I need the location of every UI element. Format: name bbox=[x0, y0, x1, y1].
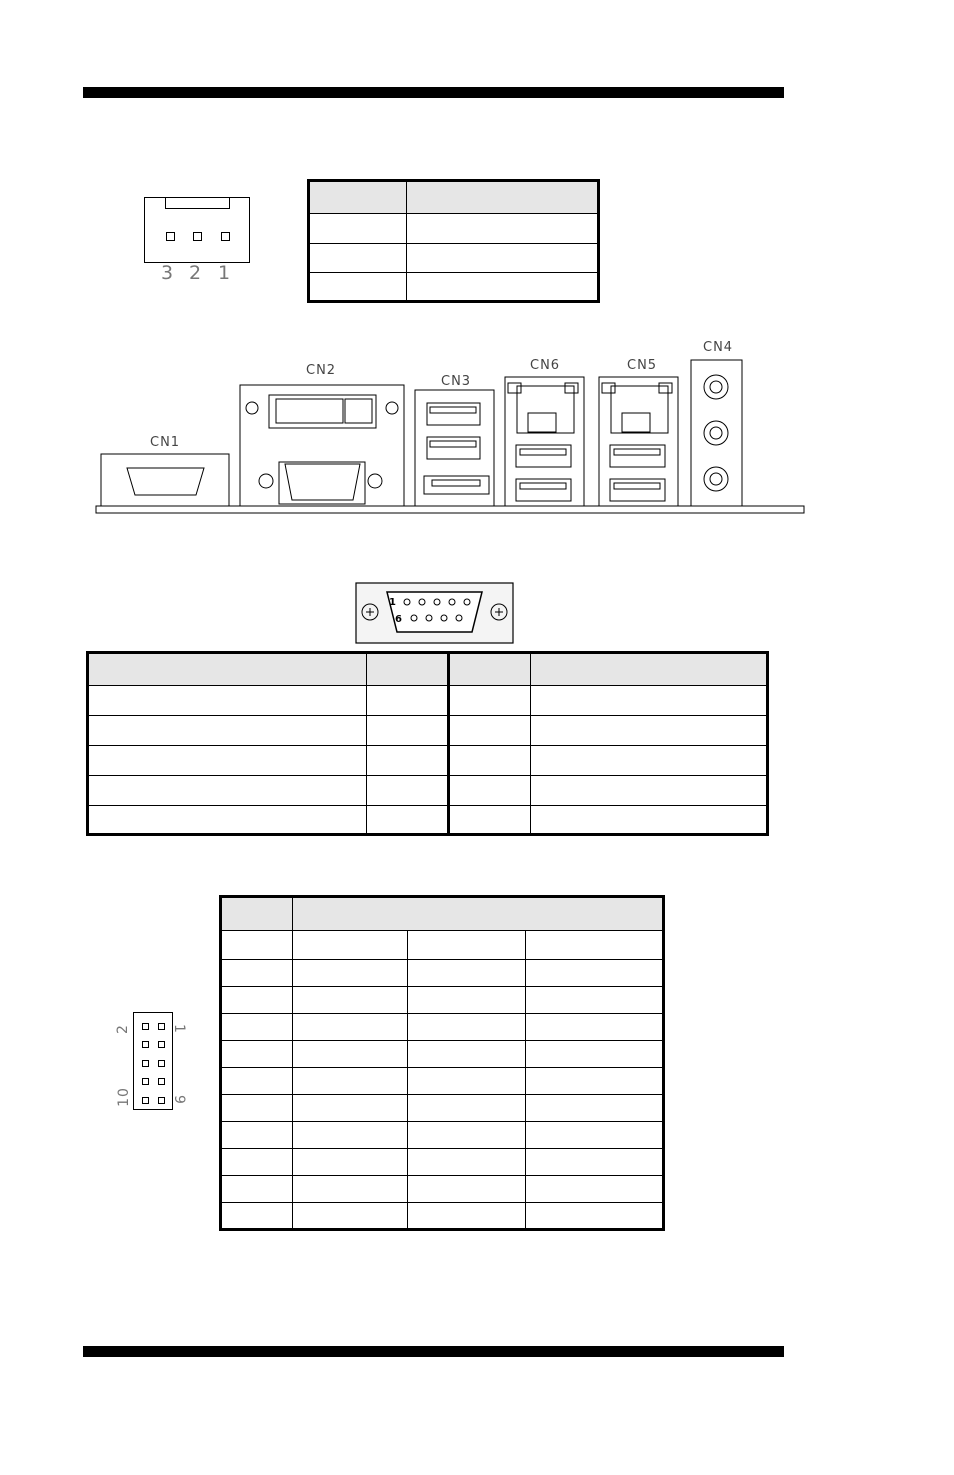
pin-label-1: 1 bbox=[218, 262, 231, 284]
usb-port bbox=[427, 403, 480, 425]
table-row bbox=[88, 776, 768, 806]
table-header-cell bbox=[531, 653, 768, 686]
table-row bbox=[88, 806, 768, 835]
table-row bbox=[221, 1149, 664, 1176]
connector-label: CN6 bbox=[530, 358, 561, 373]
table-header-cell bbox=[221, 897, 293, 931]
pin-label-2: 2 bbox=[189, 262, 202, 284]
cn1-dsub bbox=[127, 468, 204, 495]
pin-2 bbox=[193, 232, 202, 241]
connector-label: CN2 bbox=[306, 363, 337, 378]
table-row bbox=[221, 931, 664, 960]
connector-label: CN1 bbox=[150, 435, 181, 450]
usb-port bbox=[610, 479, 665, 501]
table-row bbox=[221, 1041, 664, 1068]
serial-pin-table bbox=[86, 651, 769, 836]
connector-label: CN3 bbox=[441, 374, 472, 389]
header-10pin-diagram bbox=[133, 1012, 173, 1110]
vga-port bbox=[285, 464, 360, 500]
audio-jack bbox=[704, 467, 728, 491]
bracket-base bbox=[96, 506, 804, 513]
pin-6-label: 6 bbox=[395, 614, 402, 625]
table-header-cell bbox=[88, 653, 367, 686]
table-header-cell bbox=[293, 897, 664, 931]
audio-jack bbox=[704, 375, 728, 399]
pin-1-label: 1 bbox=[389, 597, 396, 608]
usb-port bbox=[516, 479, 571, 501]
table-row bbox=[221, 1122, 664, 1149]
table-header-cell bbox=[449, 653, 531, 686]
table-row bbox=[221, 1176, 664, 1203]
pin-1 bbox=[221, 232, 230, 241]
table-row bbox=[88, 746, 768, 776]
table-header-cell bbox=[367, 653, 449, 686]
serial-port-diagram bbox=[355, 582, 514, 644]
usb-port bbox=[427, 437, 480, 459]
header-pin-table bbox=[219, 895, 665, 1231]
table-row bbox=[88, 686, 768, 716]
header-rule bbox=[83, 87, 784, 98]
connector-label: CN5 bbox=[627, 358, 658, 373]
cn4-housing bbox=[691, 360, 742, 506]
fan-connector-diagram bbox=[144, 197, 250, 263]
table-row bbox=[221, 1068, 664, 1095]
table-header-cell bbox=[309, 181, 407, 214]
header-pin-label-10: 10 bbox=[115, 1087, 132, 1107]
table-row bbox=[309, 214, 599, 244]
connector-label: CN4 bbox=[703, 340, 734, 355]
table-row bbox=[221, 1095, 664, 1122]
header-pin-label-2: 2 bbox=[114, 1024, 131, 1034]
connector-latch bbox=[165, 197, 230, 209]
table-header-cell bbox=[407, 181, 599, 214]
rear-panel-diagram bbox=[0, 330, 954, 525]
table-row bbox=[221, 1014, 664, 1041]
header-pin-label-9: 9 bbox=[170, 1095, 187, 1105]
audio-jack bbox=[704, 421, 728, 445]
table-row bbox=[221, 987, 664, 1014]
table-row bbox=[88, 716, 768, 746]
pin-3 bbox=[166, 232, 175, 241]
usb-port bbox=[610, 445, 665, 467]
table-row bbox=[309, 244, 599, 273]
usb-port bbox=[516, 445, 571, 467]
pin-label-3: 3 bbox=[161, 262, 174, 284]
fan-pin-table bbox=[307, 179, 600, 303]
footer-rule bbox=[83, 1346, 784, 1357]
table-row bbox=[309, 273, 599, 302]
esata-port bbox=[424, 476, 489, 494]
cn1-housing bbox=[101, 454, 229, 506]
table-row bbox=[221, 1203, 664, 1230]
header-pin-label-1: 1 bbox=[170, 1024, 187, 1034]
table-row bbox=[221, 960, 664, 987]
